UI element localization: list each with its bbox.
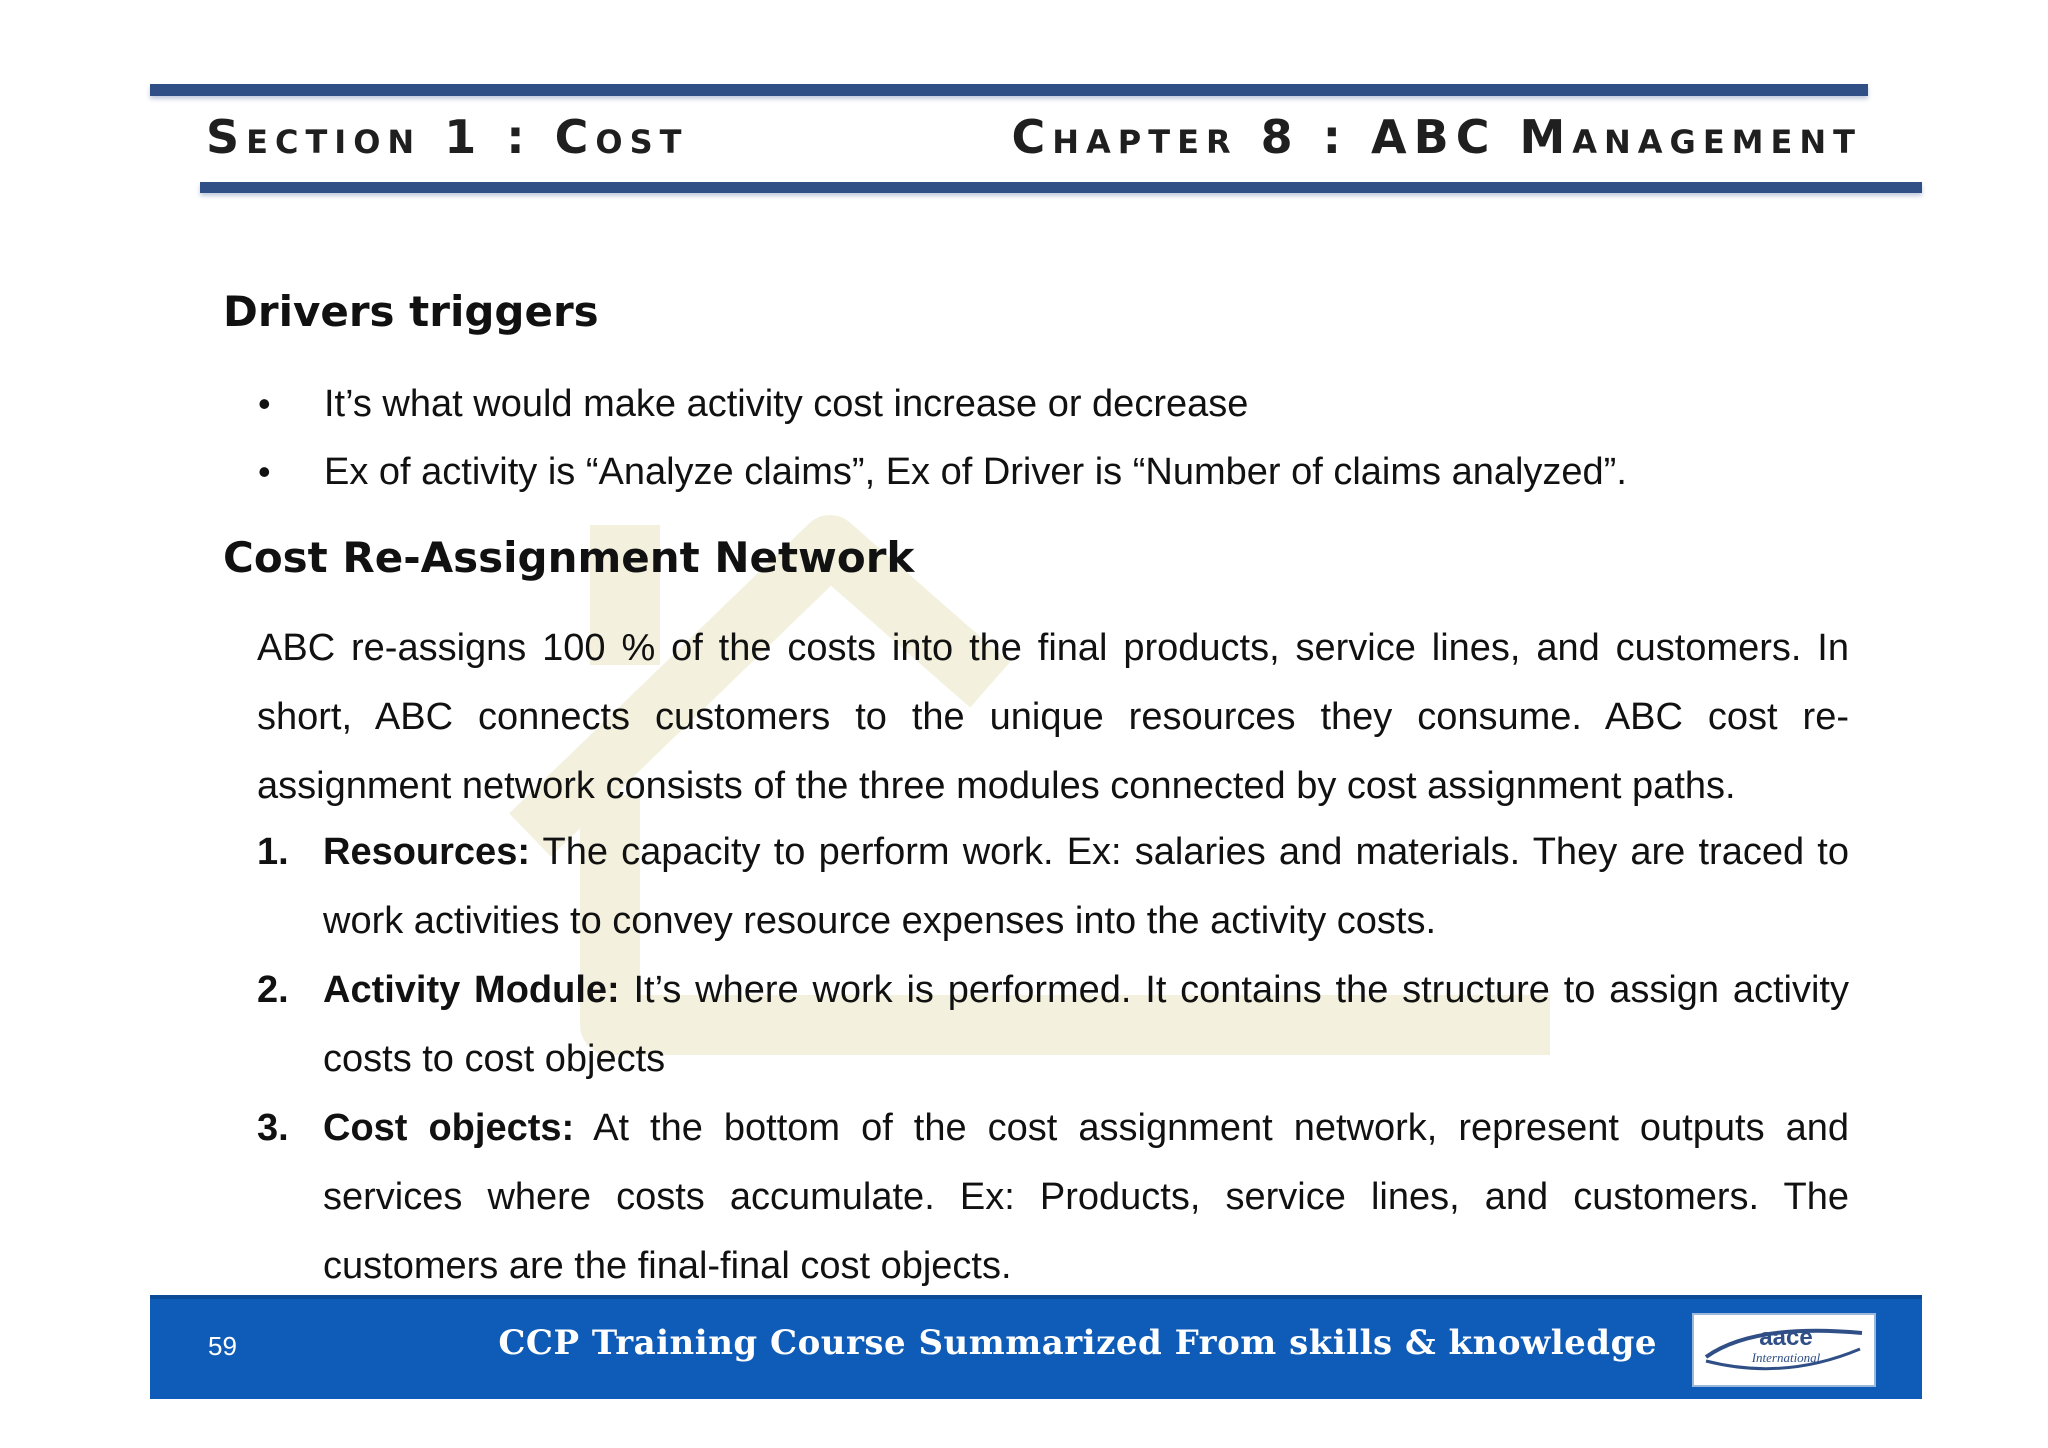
list-item: [257, 1094, 1849, 1301]
network-paragraph: ABC re-assigns 100 % of the costs into the final products, service lines, and customers. In short, ABC connects customers to the unique resources they consume. ABC cost re-assignment network consists of the three modules connected by cost assignment paths.: [257, 627, 1849, 807]
chapter-title: Chapter 8 : ABC Management: [1011, 110, 1862, 164]
bullet-icon: •: [258, 451, 271, 492]
footer-bar: [150, 1295, 1922, 1399]
item-number: 3.: [257, 1107, 289, 1149]
bullet-text: Ex of activity is “Analyze claims”, Ex of Driver is “Number of claims analyzed”.: [324, 451, 1627, 493]
footer-course-text: CCP Training Course Summarized From skills & knowledge: [498, 1323, 1657, 1363]
header-top-rule: [150, 84, 1868, 96]
item-text: The capacity to perform work. Ex: salaries and materials. They are traced to work activities to convey resource expenses into the activity costs.: [323, 831, 1849, 942]
item-text: It’s where work is performed. It contains the structure to assign activity costs to cost objects: [323, 969, 1849, 1080]
list-item: [250, 370, 1850, 438]
item-number: 2.: [257, 969, 289, 1011]
item-term: Activity Module:: [323, 969, 620, 1011]
modules-numbered-list: [257, 818, 1849, 1301]
item-term: Resources:: [323, 831, 530, 873]
aace-international-logo-icon: [1692, 1313, 1876, 1387]
network-heading: Cost Re-Assignment Network: [223, 533, 915, 582]
drivers-heading: Drivers triggers: [223, 287, 599, 336]
page-number: 59: [208, 1331, 237, 1361]
section-title: Section 1 : Cost: [206, 110, 689, 164]
drivers-bullet-list: [250, 370, 1850, 506]
item-term: Cost objects:: [323, 1107, 575, 1149]
bullet-text: It’s what would make activity cost increase or decrease: [324, 383, 1249, 425]
bullet-icon: •: [258, 383, 271, 424]
logo-text: aace: [1759, 1324, 1813, 1351]
list-item: [257, 956, 1849, 1094]
header-bottom-rule: [200, 182, 1922, 193]
item-text: At the bottom of the cost assignment network, represent outputs and services where costs accumulate. Ex: Products, service lines, and customers. The customers are the final-final cost objects.: [323, 1107, 1849, 1287]
logo-subtext: International: [1751, 1350, 1821, 1365]
list-item: [250, 438, 1850, 506]
list-item: [257, 818, 1849, 956]
item-number: 1.: [257, 831, 289, 873]
